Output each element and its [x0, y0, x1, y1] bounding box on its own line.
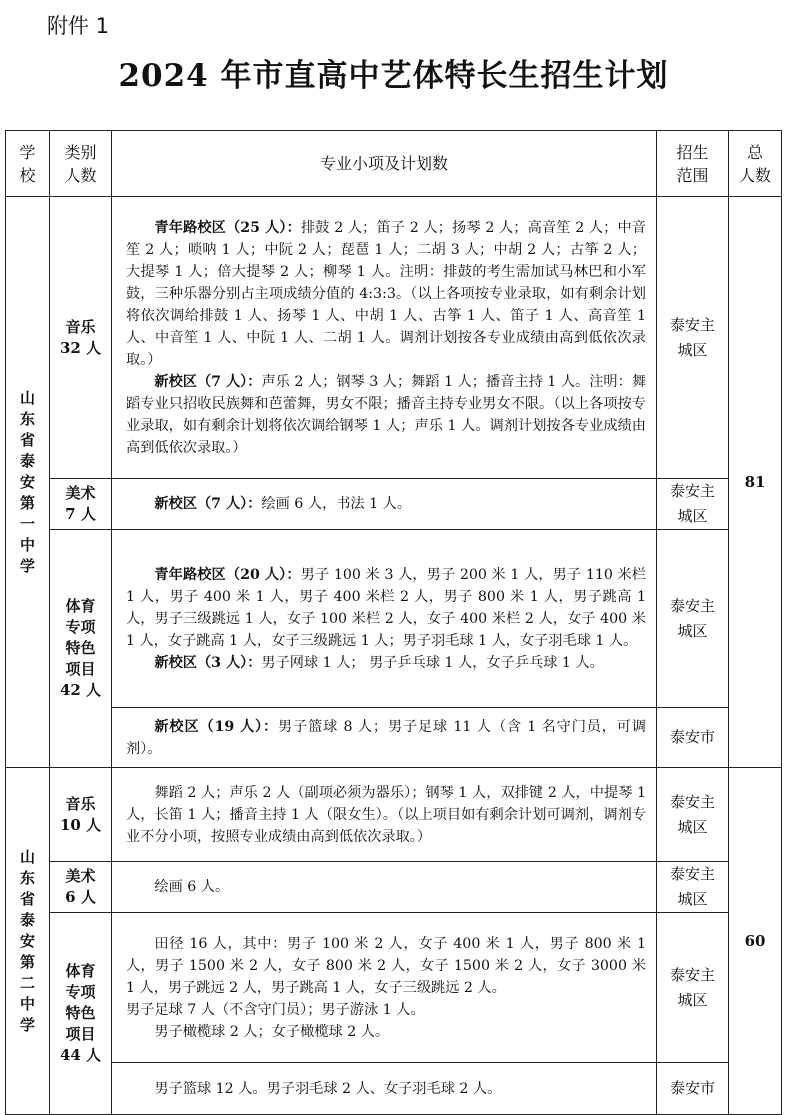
s1-music-detail: 青年路校区（25 人）：排鼓 2 人；笛子 2 人；扬琴 2 人；高音笙 2 人；中音笙 2 人；唢呐 1 人；中阮 2 人；琵琶 1 人；二胡 3 人；中胡 2 人；古筝 2 人；大提琴 1 人；倍大提琴 2 人；柳琴 1 人。注明：排鼓的考生需加试马林巴和小军鼓，三种乐器分别占主项成绩分值的 4:3:3。（以上各项按专业录取，如有剩余计划将依次调给排鼓 1 人、扬琴 1 人、中胡 1 人、古筝 1 人、笛子 1 人、高音笙 1 人、中音笙 1 人、中阮 1 人、二胡 1 人。调剂计划按各专业成绩由高到低依次录取。） 新校区（7 人）：声乐 2 人；钢琴 3 人；舞蹈 1 人；播音主持 1 人。注明：舞蹈专业只招收民族舞和芭蕾舞，男女不限；播音主持专业男女不限。（以上各项按专业录取，如有剩余计划将依次调给钢琴 1 人；声乐 1 人。调剂计划按各专业成绩由高到低依次录取。）: [112, 197, 657, 479]
s2-music-detail: 舞蹈 2 人；声乐 2 人（副项必须为器乐）；钢琴 1 人，双排键 2 人，中提琴 1 人，长笛 1 人；播音主持 1 人（限女生）。（以上项目如有剩余计划可调剂，调剂专业不分小项，按照专业成绩由高到低依次录取。）: [112, 768, 657, 862]
header-category: 类别 人数: [50, 131, 112, 197]
school2-name: 山 东 省 泰 安 第 二 中 学: [6, 768, 50, 1115]
page-title: 2024 年市直高中艺体特长生招生计划: [118, 58, 669, 94]
s1-art-category: 美术 7 人: [50, 479, 112, 530]
s2-sports-detail2: 男子篮球 12 人。男子羽毛球 2 人、女子羽毛球 2 人。: [112, 1063, 657, 1115]
header-total: 总 人数: [729, 131, 782, 197]
s2-sports-detail: 田径 16 人，其中：男子 100 米 2 人，女子 400 米 1 人，男子 800 米 1 人，男子 1500 米 2 人，女子 800 米 2 人，女子 1500 米 2 人，女子 3000 米 1 人，男子跳远 2 人，男子跳高 1 人，女子三级跳远 2 人。 男子足球 7 人（不含守门员）；男子游泳 1 人。 男子橄榄球 2 人；女子橄榄球 2 人。: [112, 913, 657, 1063]
school1-total: 81: [729, 197, 782, 768]
s1-sports-row: [6, 530, 782, 708]
s1-sports-detail: 青年路校区（20 人）：男子 100 米 3 人，男子 200 米 1 人，男子 110 米栏 1 人，男子 400 米 1 人，男子 400 米栏 2 人，男子 800 米 1 人，男子跳高 1 人，男子三级跳远 1 人，女子 100 米栏 2 人，女子 400 米栏 2 人，女子 400 米 1 人，女子跳高 1 人，女子三级跳远 1 人；男子羽毛球 1 人，女子羽毛球 1 人。 新校区（3 人）：男子网球 1 人； 男子乒乓球 1 人，女子乒乓球 1 人。: [112, 530, 657, 708]
s1-sports-detail2: 新校区（19 人）：男子篮球 8 人；男子足球 11 人（含 1 名守门员，可调剂）。: [112, 708, 657, 768]
header-school: 学 校: [6, 131, 50, 197]
header-row: [6, 131, 782, 197]
s1-art-row: [6, 479, 782, 530]
header-scope: 招生 范围: [657, 131, 729, 197]
s2-art-row: [6, 862, 782, 913]
s2-music-category: 音乐 10 人: [50, 768, 112, 862]
header-detail: 专业小项及计划数: [112, 131, 657, 197]
s1-art-scope: 泰安主 城区: [657, 479, 729, 530]
s1-music-row: [6, 197, 782, 479]
s2-sports-row2: [6, 1063, 782, 1115]
s2-sports-row: [6, 913, 782, 1063]
s2-music-row: [6, 768, 782, 862]
s2-art-scope: 泰安主 城区: [657, 862, 729, 913]
school2-total: 60: [729, 768, 782, 1115]
attachment-label: 附件 1: [47, 14, 110, 38]
s1-sports-scope2: 泰安市: [657, 708, 729, 768]
s2-art-category: 美术 6 人: [50, 862, 112, 913]
s2-sports-scope: 泰安主 城区: [657, 913, 729, 1063]
s2-art-detail: 绘画 6 人。: [112, 862, 657, 913]
s1-sports-scope: 泰安主 城区: [657, 530, 729, 708]
s1-sports-category: 体育 专项 特色 项目 42 人: [50, 530, 112, 768]
enrollment-plan-table: [5, 130, 782, 1115]
s2-music-scope: 泰安主 城区: [657, 768, 729, 862]
s1-art-detail: 新校区（7 人）：绘画 6 人，书法 1 人。: [112, 479, 657, 530]
s2-sports-category: 体育 专项 特色 项目 44 人: [50, 913, 112, 1115]
s1-music-scope: 泰安主 城区: [657, 197, 729, 479]
s1-music-category: 音乐 32 人: [50, 197, 112, 479]
s2-sports-scope2: 泰安市: [657, 1063, 729, 1115]
school1-name: 山 东 省 泰 安 第 一 中 学: [6, 197, 50, 768]
s1-sports-row2: [6, 708, 782, 768]
